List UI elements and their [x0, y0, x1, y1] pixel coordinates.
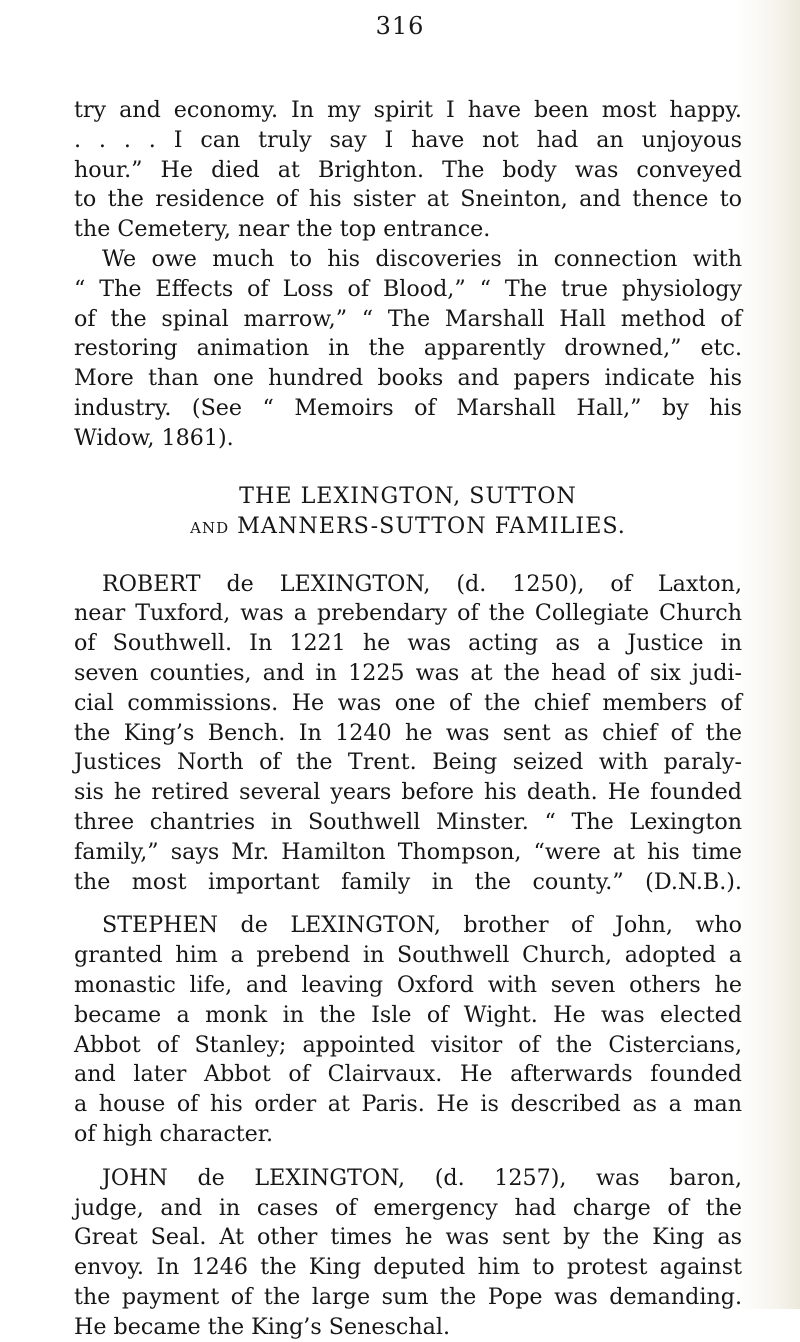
text-line: sis he retired several years before his death. He founded: [74, 779, 742, 806]
paragraph-marshall-hall-discoveries: [74, 245, 742, 454]
text-line: a house of his order at Paris. He is described as a man: [74, 1091, 742, 1118]
paragraph-john-de-lexington: [74, 1164, 742, 1342]
text-line: the Cemetery, near the top entrance.: [74, 216, 491, 243]
heading-line-2: [74, 512, 742, 542]
page-text: [74, 96, 742, 1342]
text-line: of high character.: [74, 1120, 274, 1147]
text-line: to the residence of his sister at Sneinton, and thence to: [74, 186, 742, 213]
text-line: JOHN de LEXINGTON, (d. 1257), was baron,: [102, 1164, 742, 1191]
text-line: became a monk in the Isle of Wight. He was elected: [74, 1001, 742, 1028]
text-line: envoy. In 1246 the King deputed him to protest against: [74, 1254, 742, 1281]
text-line: Great Seal. At other times he was sent by the King as: [74, 1224, 742, 1251]
text-line: Abbot of Stanley; appointed visitor of the Cistercians,: [74, 1031, 742, 1058]
heading-and: AND: [190, 518, 230, 537]
text-line: hour.” He died at Brighton. The body was conveyed: [74, 156, 742, 183]
text-line: the King’s Bench. In 1240 he was sent as chief of the: [74, 719, 742, 746]
text-line: Justices North of the Trent. Being seized with paraly-: [74, 749, 742, 776]
text-line: of Southwell. In 1221 he was acting as a Justice in: [74, 630, 742, 657]
text-line: try and economy. In my spirit I have been most happy.: [74, 97, 742, 123]
paragraph-stephen-de-lexington: [74, 911, 742, 1149]
text-line: cial commissions. He was one of the chief members of: [74, 689, 742, 716]
text-line: of the spinal marrow,” “ The Marshall Hall method of: [74, 305, 742, 332]
paragraph-marshall-hall-death: [74, 96, 742, 245]
heading-line-2-rest: MANNERS-SUTTON FAMILIES.: [237, 512, 626, 539]
text-line: He became the King’s Seneschal.: [74, 1313, 451, 1340]
text-line: the payment of the large sum the Pope was demanding.: [74, 1283, 742, 1310]
text-line: the most important family in the county.” (D.N.B.).: [74, 868, 742, 895]
text-line: ROBERT de LEXINGTON, (d. 1250), of Laxton,: [102, 570, 742, 597]
text-line: “ The Effects of Loss of Blood,” “ The true physiology: [74, 275, 742, 302]
text-line: judge, and in cases of emergency had charge of the: [74, 1194, 742, 1221]
page-number: 316: [375, 12, 425, 40]
text-line: More than one hundred books and papers indicate his: [74, 365, 742, 392]
text-line: restoring animation in the apparently drowned,” etc.: [74, 335, 742, 362]
text-line: Widow, 1861).: [74, 424, 234, 451]
text-line: granted him a prebend in Southwell Church, adopted a: [74, 942, 742, 969]
text-line: seven counties, and in 1225 was at the head of six judi-: [74, 659, 742, 686]
text-line: family,” says Mr. Hamilton Thompson, “were at his time: [74, 838, 742, 865]
text-line: near Tuxford, was a prebendary of the Collegiate Church: [74, 600, 742, 627]
text-line: monastic life, and leaving Oxford with seven others he: [74, 971, 742, 998]
text-line: We owe much to his discoveries in connection with: [102, 245, 742, 272]
paragraph-robert-de-lexington: [74, 570, 742, 898]
heading-line-1: THE LEXINGTON, SUTTON: [239, 482, 577, 509]
text-line: STEPHEN de LEXINGTON, brother of John, who: [102, 912, 742, 939]
text-line: . . . . I can truly say I have not had an unjoyous: [74, 126, 742, 153]
text-line: industry. (See “ Memoirs of Marshall Hall,” by his: [74, 394, 742, 421]
text-line: and later Abbot of Clairvaux. He afterwards founded: [74, 1061, 742, 1088]
section-heading: [74, 482, 742, 542]
text-line: three chantries in Southwell Minster. “ The Lexington: [74, 808, 742, 835]
